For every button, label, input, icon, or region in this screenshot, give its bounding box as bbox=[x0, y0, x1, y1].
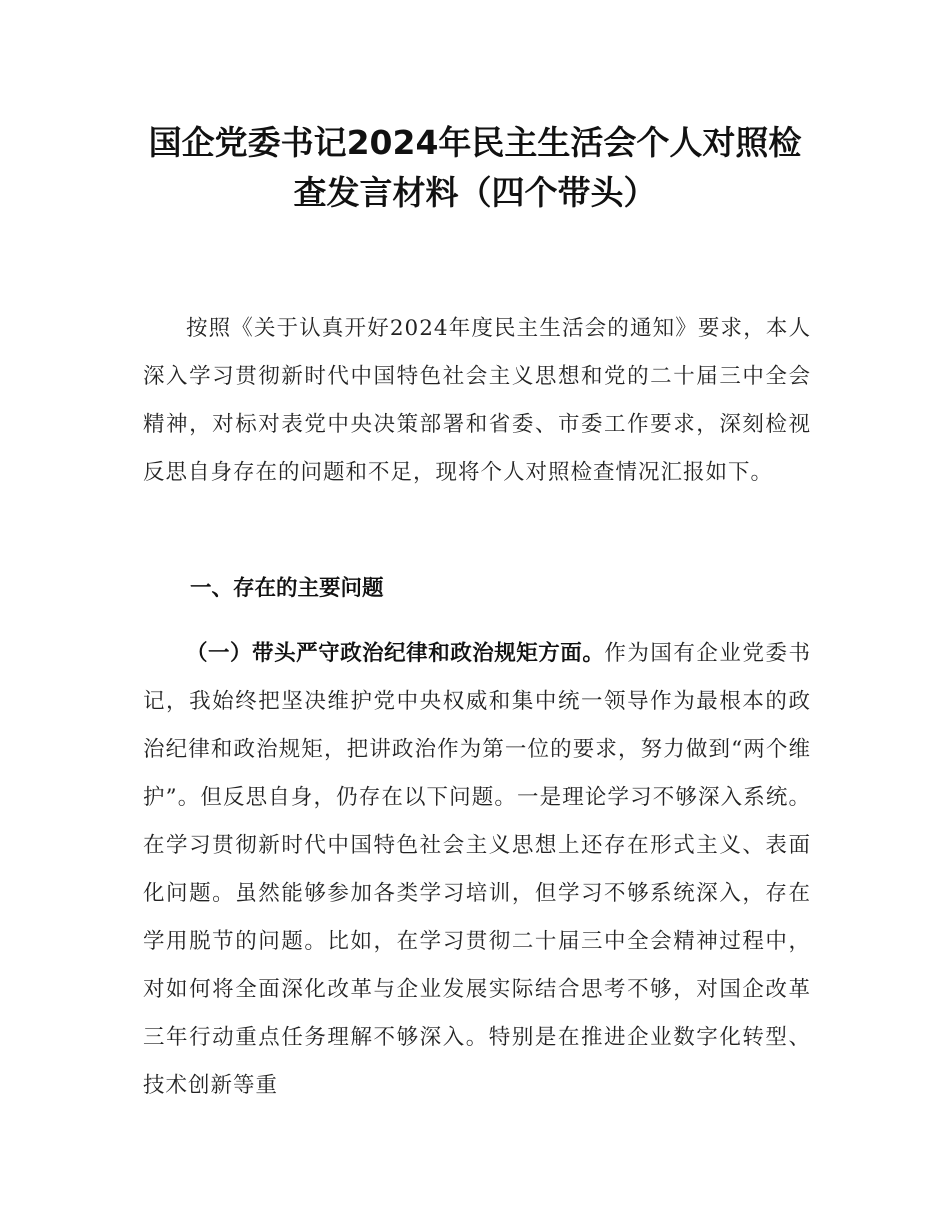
subsection-lead: （一）带头严守政治纪律和政治规矩方面。 bbox=[186, 641, 605, 666]
subsection-body: 作为国有企业党委书记，我始终把坚决维护党中央权威和集中统一领导作为最根本的政治纪律和政治规矩，把讲政治作为第一位的要求，努力做到“两个维护”。但反思自身，仍存在以下问题。一是理论学习不够深入系统。在学习贯彻新时代中国特色社会主义思想上还存在形式主义、表面化问题。虽然能够参加各类学习培训，但学习不够系统深入，存在学用脱节的问题。比如，在学习贯彻二十届三中全会精神过程中，对如何将全面深化改革与企业发展实际结合思考不够，对国企改革三年行动重点任务理解不够深入。特别是在推进企业数字化转型、技术创新等重 bbox=[143, 641, 811, 1098]
intro-paragraph: 按照《关于认真开好2024年度民主生活会的通知》要求，本人深入学习贯彻新时代中国特色社会主义思想和党的二十届三中全会精神，对标对表党中央决策部署和省委、市委工作要求，深刻检视反思自身存在的问题和不足，现将个人对照检查情况汇报如下。 bbox=[143, 316, 811, 485]
title-line-2: 查发言材料（四个带头） bbox=[293, 173, 657, 212]
section-heading: 一、存在的主要问题 bbox=[190, 576, 384, 601]
title-line-1: 国企党委书记2024年民主生活会个人对照检 bbox=[148, 123, 802, 162]
subsection-paragraph bbox=[143, 630, 811, 1110]
document-title bbox=[120, 118, 830, 218]
